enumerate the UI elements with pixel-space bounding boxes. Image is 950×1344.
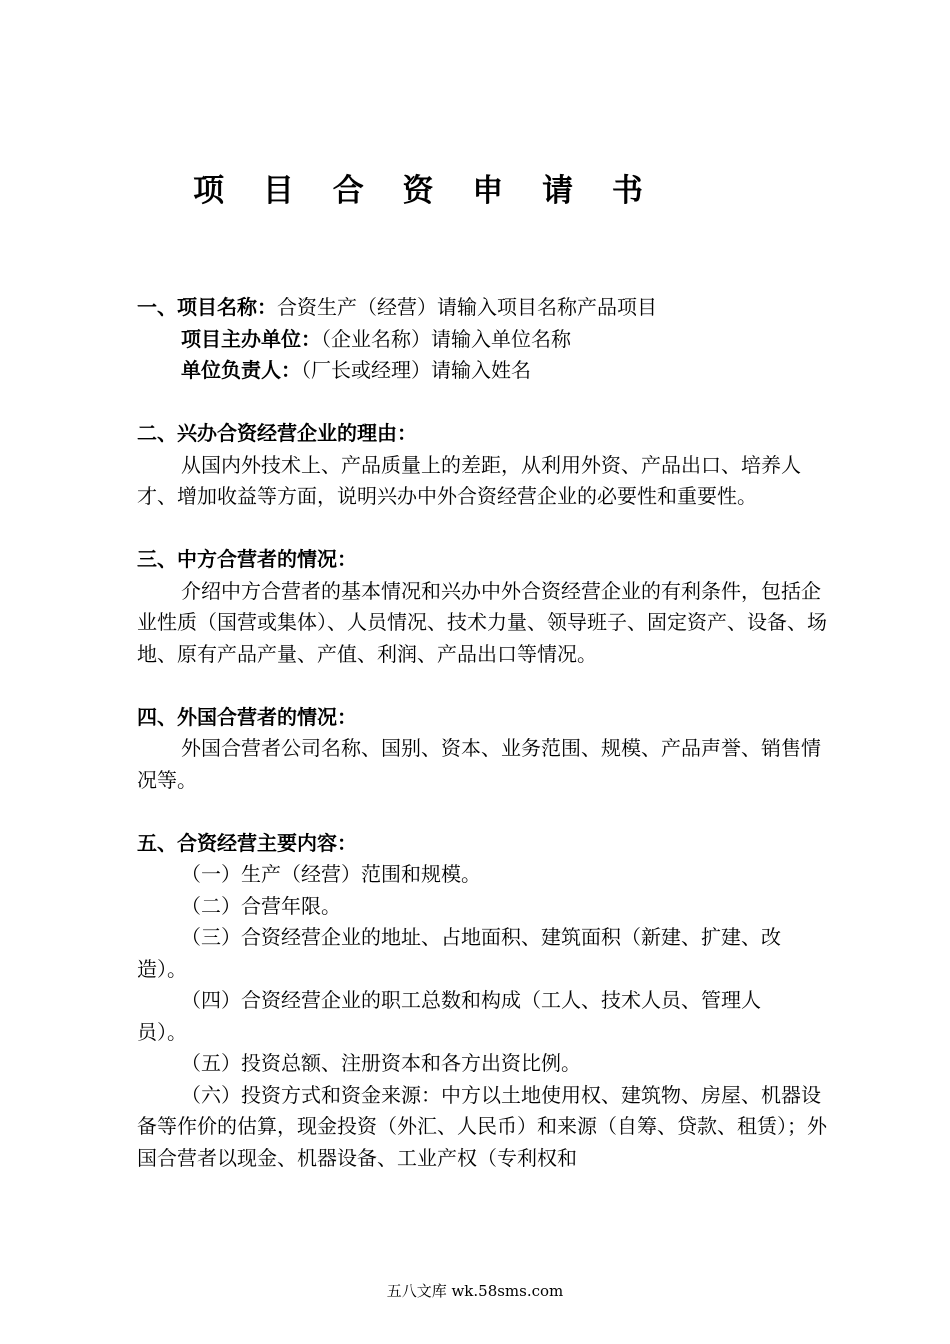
section-5-item: （六）投资方式和资金来源：中方以土地使用权、建筑物、房屋、机器设备等作价的估算，现金投资（外汇、人民币）和来源（自筹、贷款、租赁）；外国合营者以现金、机器设备、工业产权（专利权和 — [137, 1082, 827, 1170]
section-2-body: 从国内外技术上、产品质量上的差距，从利用外资、产品出口、培养人才、增加收益等方面，说明兴办中外合资经营企业的必要性和重要性。 — [137, 452, 801, 508]
project-name-label: 一、项目名称： — [137, 295, 277, 319]
section-5-item: （二）合营年限。 — [181, 893, 341, 918]
footer-watermark: 五八文库 wk.58sms.com — [386, 1282, 564, 1300]
section-5-item: （三）合资经营企业的地址、占地面积、建筑面积（新建、扩建、改造）。 — [137, 925, 781, 981]
host-unit-label: 项目主办单位： — [181, 326, 321, 351]
unit-leader-line — [137, 355, 827, 387]
unit-leader-label: 单位负责人： — [181, 358, 301, 382]
section-2-heading: 二、兴办合资经营企业的理由： — [137, 421, 417, 445]
section-5-item: （五）投资总额、注册资本和各方出资比例。 — [181, 1051, 581, 1075]
section-5-item: （一）生产（经营）范围和规模。 — [181, 862, 481, 886]
document-body — [137, 292, 827, 1174]
section-4-body: 外国合营者公司名称、国别、资本、业务范围、规模、产品声誉、销售情况等。 — [137, 736, 821, 792]
unit-leader-value: （厂长或经理）请输入姓名 — [301, 358, 531, 382]
section-5-item: （四）合资经营企业的职工总数和构成（工人、技术人员、管理人 员）。 — [137, 988, 781, 1044]
host-unit-value: （企业名称）请输入单位名称 — [321, 326, 571, 351]
section-4-heading: 四、外国合营者的情况： — [137, 704, 357, 729]
document-title: 项 目 合 资 申 请 书 — [193, 173, 657, 209]
project-name-value: 合资生产（经营）请输入项目名称产品项目 — [277, 295, 657, 319]
section-3-heading: 三、中方合营者的情况： — [137, 547, 357, 571]
project-name-line — [137, 292, 827, 324]
host-unit-line — [137, 324, 827, 356]
section-3-body: 介绍中方合营者的基本情况和兴办中外合资经营企业的有利条件，包括企业性质（国营或集体）、人员情况、技术力量、领导班子、固定资产、设备、场地、原有产品产量、产值、利润、产品出口等情况。 — [137, 578, 827, 666]
section-5-heading: 五、合资经营主要内容： — [137, 830, 357, 855]
